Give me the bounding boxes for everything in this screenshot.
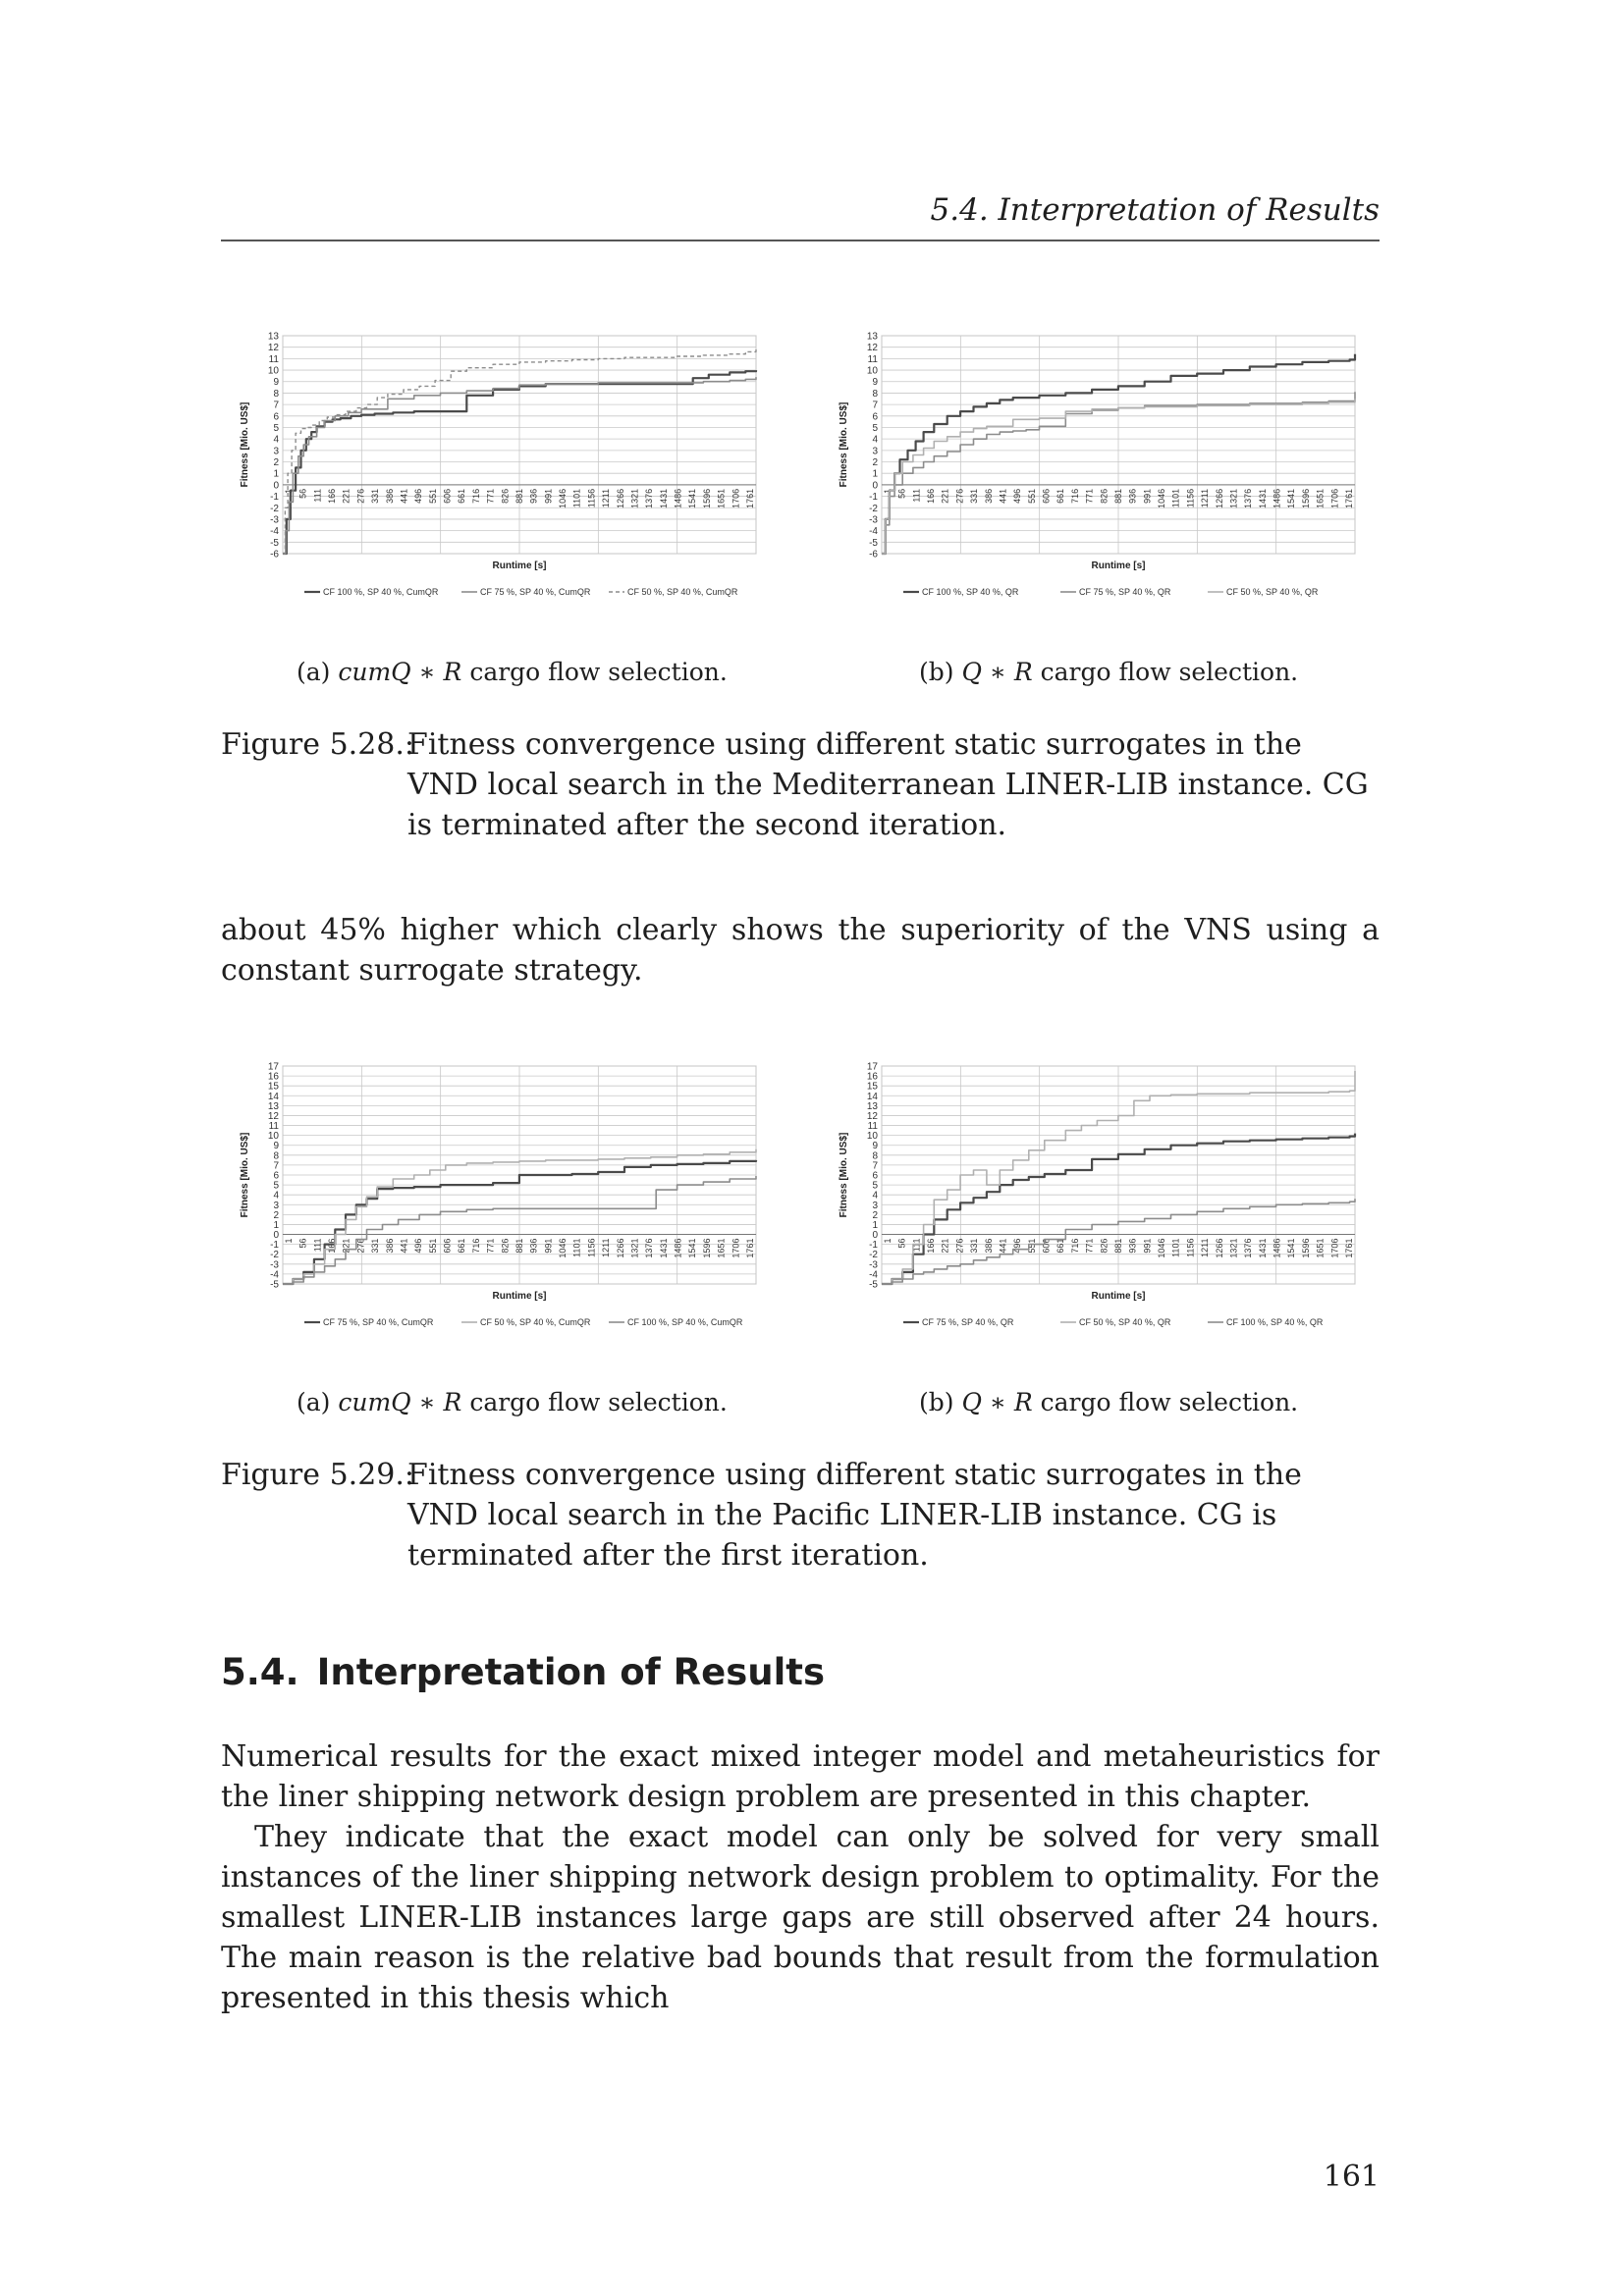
y-tick-label: 4 (273, 434, 279, 446)
y-tick-label: 7 (872, 1160, 878, 1172)
x-tick-label: 1651 (716, 488, 727, 508)
x-tick-label: 386 (384, 488, 395, 504)
y-tick-label: 5 (872, 1180, 878, 1192)
y-tick-label: 5 (273, 422, 279, 434)
x-tick-label: 221 (341, 1238, 352, 1254)
x-tick-label: 1706 (1329, 488, 1340, 508)
x-tick-label: 1 (883, 1238, 893, 1244)
x-tick-label: 551 (1026, 488, 1037, 504)
x-tick-label: 1761 (745, 1238, 755, 1258)
x-tick-label: 1651 (1315, 488, 1326, 508)
figure-label: Figure 5.28.: (221, 727, 415, 762)
y-tick-label: 11 (867, 353, 878, 365)
y-tick-label: 2 (872, 1209, 878, 1221)
y-axis-title: Fitness [Mio. US$] (240, 1132, 250, 1218)
figure-caption-text: Fitness convergence using different static surrogates in the VND local search in the Mediterranean LINER-LIB instance. CG is terminated after the second iteration. (407, 727, 1369, 842)
x-tick-label: 881 (514, 1238, 524, 1254)
y-tick-label: -6 (869, 549, 878, 561)
y-tick-label: -5 (869, 1279, 878, 1291)
x-tick-label: 1596 (1300, 1238, 1311, 1258)
x-tick-label: 826 (1099, 1238, 1110, 1254)
x-tick-label: 991 (1142, 488, 1153, 504)
y-tick-label: 12 (866, 1110, 878, 1122)
x-tick-label: 1321 (1228, 1238, 1239, 1258)
x-tick-label: 1321 (629, 488, 640, 508)
x-tick-label: 881 (1113, 1238, 1123, 1254)
x-tick-label: 441 (399, 1238, 409, 1254)
x-tick-label: 1431 (658, 488, 669, 508)
x-tick-label: 1211 (601, 488, 612, 508)
x-tick-label: 936 (528, 488, 539, 504)
subcaption-528a: (a) cumQ ∗ R cargo flow selection. (297, 658, 728, 686)
x-tick-label: 166 (926, 488, 937, 504)
y-tick-label: -3 (869, 1259, 878, 1271)
y-tick-label: 1 (273, 468, 279, 480)
x-tick-label: 1431 (658, 1238, 669, 1258)
y-tick-label: 6 (273, 411, 279, 423)
y-tick-label: -4 (270, 526, 279, 538)
x-axis-title: Runtime [s] (1091, 561, 1146, 571)
y-tick-label: 9 (273, 377, 279, 389)
y-tick-label: 6 (273, 1170, 279, 1182)
y-tick-label: 2 (273, 457, 279, 469)
x-tick-label: 991 (543, 1238, 554, 1254)
y-tick-label: 3 (872, 446, 878, 457)
y-tick-label: -5 (270, 1279, 279, 1291)
x-tick-label: 1266 (615, 1238, 625, 1258)
x-tick-label: 826 (500, 488, 511, 504)
y-tick-label: 10 (267, 1131, 279, 1143)
x-axis-title: Runtime [s] (1091, 1291, 1146, 1302)
figure-caption-text: Fitness convergence using different static surrogates in the VND local search in the Pacific LINER-LIB instance. CG is terminated after the first iteration. (407, 1458, 1302, 1573)
y-tick-label: 16 (267, 1071, 279, 1083)
section-title: Interpretation of Results (316, 1651, 825, 1693)
x-tick-label: 1321 (629, 1238, 640, 1258)
y-tick-label: 8 (273, 1150, 279, 1162)
y-tick-label: 7 (273, 400, 279, 411)
x-tick-label: 166 (926, 1238, 937, 1254)
x-tick-label: 496 (413, 488, 424, 504)
x-tick-label: 1211 (601, 1238, 612, 1257)
x-tick-label: 1156 (1185, 1238, 1196, 1257)
x-tick-label: 1046 (558, 488, 568, 508)
legend-entry: CF 50 %, SP 40 %, CumQR (480, 1317, 591, 1327)
figure-label: Figure 5.29.: (221, 1458, 415, 1492)
y-tick-label: 15 (267, 1081, 279, 1093)
x-tick-label: 771 (485, 488, 496, 504)
y-tick-label: -4 (270, 1269, 279, 1281)
x-tick-label: 496 (1012, 1238, 1023, 1254)
x-tick-label: 716 (1069, 488, 1080, 504)
legend-entry: CF 100 %, SP 40 %, QR (1226, 1317, 1324, 1327)
body-paragraph: They indicate that the exact model can only be solved for very small instances of the liner shipping network design problem to optimality. For the smallest LINER-LIB instances large gaps are still observed after 24 hours. The main reason is the relative bad bounds that result from the formulation presented in this thesis which (221, 1820, 1380, 2015)
x-tick-label: 386 (384, 1238, 395, 1254)
y-tick-label: 0 (273, 1230, 279, 1242)
x-tick-label: 221 (940, 488, 950, 504)
x-tick-label: 221 (341, 488, 352, 504)
y-tick-label: -2 (270, 1250, 279, 1261)
y-tick-label: 8 (273, 388, 279, 400)
x-tick-label: 111 (911, 1238, 922, 1253)
y-axis-title: Fitness [Mio. US$] (839, 1132, 849, 1218)
x-tick-label: 661 (457, 1238, 467, 1254)
x-tick-label: 661 (457, 488, 467, 504)
x-tick-label: 276 (355, 488, 366, 504)
x-tick-label: 551 (427, 488, 438, 504)
y-tick-label: 0 (273, 480, 279, 492)
y-tick-label: 7 (872, 400, 878, 411)
subcaption-528b: (b) Q ∗ R cargo flow selection. (919, 658, 1299, 686)
y-tick-label: 8 (872, 1150, 878, 1162)
x-tick-label: 1541 (687, 1238, 698, 1258)
x-tick-label: 1706 (731, 488, 741, 508)
y-tick-label: -2 (869, 1250, 878, 1261)
y-tick-label: 11 (268, 353, 279, 365)
x-tick-label: 166 (327, 1238, 338, 1254)
x-tick-label: 1651 (1315, 1238, 1326, 1258)
x-tick-label: 111 (312, 1238, 323, 1253)
x-tick-label: 1046 (558, 1238, 568, 1258)
x-tick-label: 441 (998, 488, 1008, 504)
y-tick-label: -5 (869, 537, 878, 549)
legend-entry: CF 50 %, SP 40 %, QR (1079, 1317, 1171, 1327)
x-tick-label: 716 (1069, 1238, 1080, 1254)
x-tick-label: 1156 (1185, 488, 1196, 508)
y-tick-label: 13 (267, 331, 279, 343)
y-tick-label: 12 (267, 343, 279, 354)
x-tick-label: 1706 (1329, 1238, 1340, 1258)
y-tick-label: 4 (872, 434, 878, 446)
y-tick-label: 4 (872, 1190, 878, 1201)
y-tick-label: 8 (872, 388, 878, 400)
section-heading (221, 1651, 825, 1693)
y-tick-label: 3 (273, 1200, 279, 1211)
x-tick-label: 716 (470, 1238, 481, 1254)
x-tick-label: 661 (1056, 488, 1066, 504)
x-tick-label: 991 (1142, 1238, 1153, 1254)
y-tick-label: 6 (872, 1170, 878, 1182)
x-tick-label: 1431 (1257, 488, 1268, 508)
figure-5-28a-chart (236, 326, 766, 620)
x-tick-label: 881 (1113, 488, 1123, 504)
page-number: 161 (1323, 2160, 1380, 2194)
x-tick-label: 1376 (1243, 1238, 1254, 1258)
x-tick-label: 1376 (644, 488, 655, 508)
y-tick-label: -1 (869, 492, 878, 504)
x-tick-label: 441 (399, 488, 409, 504)
x-tick-label: 1266 (615, 488, 625, 508)
x-tick-label: 716 (470, 488, 481, 504)
x-tick-label: 496 (1012, 488, 1023, 504)
y-tick-label: 0 (872, 480, 878, 492)
x-tick-label: 881 (514, 488, 524, 504)
y-tick-label: -3 (869, 514, 878, 526)
x-tick-label: 771 (1084, 488, 1095, 504)
x-tick-label: 826 (1099, 488, 1110, 504)
y-tick-label: 1 (273, 1219, 279, 1231)
x-tick-label: 111 (312, 488, 323, 503)
x-tick-label: 1431 (1257, 1238, 1268, 1258)
x-tick-label: 606 (1041, 1238, 1052, 1254)
x-tick-label: 1486 (1272, 488, 1282, 508)
x-tick-label: 1651 (716, 1238, 727, 1258)
x-tick-label: 1596 (701, 1238, 712, 1258)
x-tick-label: 1761 (1344, 488, 1354, 508)
y-tick-label: 13 (866, 1100, 878, 1112)
x-tick-label: 441 (998, 1238, 1008, 1254)
y-tick-label: -2 (270, 503, 279, 514)
x-tick-label: 1101 (571, 488, 582, 508)
figure-5-28-caption (221, 724, 1380, 845)
x-tick-label: 1541 (1286, 1238, 1297, 1258)
y-tick-label: 6 (872, 411, 878, 423)
y-tick-label: 0 (872, 1230, 878, 1242)
y-tick-label: -4 (869, 1269, 878, 1281)
x-tick-label: 331 (370, 1238, 381, 1254)
x-tick-label: 1211 (1200, 1238, 1211, 1257)
x-tick-label: 1486 (673, 488, 683, 508)
x-tick-label: 1486 (1272, 1238, 1282, 1258)
y-tick-label: 14 (866, 1091, 878, 1102)
x-tick-label: 1376 (1243, 488, 1254, 508)
body-paragraph: about 45% higher which clearly shows the superiority of the VNS using a constant surrogate strategy. (221, 913, 1380, 988)
x-tick-label: 276 (355, 1238, 366, 1254)
y-tick-label: 5 (273, 1180, 279, 1192)
x-tick-label: 606 (442, 488, 453, 504)
x-tick-label: 606 (442, 1238, 453, 1254)
x-tick-label: 1321 (1228, 488, 1239, 508)
x-tick-label: 1706 (731, 1238, 741, 1258)
x-tick-label: 496 (413, 1238, 424, 1254)
y-tick-label: 9 (872, 377, 878, 389)
y-tick-label: 17 (267, 1061, 279, 1073)
running-head (221, 192, 1380, 241)
x-tick-label: 936 (1127, 488, 1138, 504)
figure-5-29a-chart (236, 1056, 766, 1351)
y-tick-label: 10 (866, 365, 878, 377)
running-head-text: 5.4. Interpretation of Results (930, 192, 1380, 228)
x-tick-label: 771 (485, 1238, 496, 1254)
y-tick-label: -4 (869, 526, 878, 538)
y-tick-label: 15 (866, 1081, 878, 1093)
legend-entry: CF 75 %, SP 40 %, QR (922, 1317, 1014, 1327)
y-tick-label: -1 (270, 1240, 279, 1252)
x-tick-label: 1761 (745, 488, 755, 508)
x-tick-label: 331 (370, 488, 381, 504)
x-tick-label: 661 (1056, 1238, 1066, 1254)
body-paragraph: Numerical results for the exact mixed integer model and metaheuristics for the liner shipping network design problem are presented in this chapter. (221, 1739, 1380, 1814)
subcaption-529b: (b) Q ∗ R cargo flow selection. (919, 1388, 1299, 1416)
x-tick-label: 1 (284, 488, 294, 494)
y-tick-label: 12 (267, 1110, 279, 1122)
x-tick-label: 1156 (586, 1238, 597, 1257)
y-tick-label: 16 (866, 1071, 878, 1083)
x-tick-label: 56 (896, 488, 907, 499)
x-tick-label: 551 (1026, 1238, 1037, 1254)
x-tick-label: 1541 (1286, 488, 1297, 508)
y-tick-label: 1 (872, 468, 878, 480)
x-tick-label: 551 (427, 1238, 438, 1254)
x-tick-label: 1101 (1170, 488, 1181, 508)
legend-entry: CF 75 %, SP 40 %, CumQR (480, 587, 591, 597)
legend-entry: CF 100 %, SP 40 %, QR (922, 587, 1019, 597)
y-tick-label: -3 (270, 1259, 279, 1271)
y-tick-label: -3 (270, 514, 279, 526)
legend-entry: CF 75 %, SP 40 %, CumQR (323, 1317, 434, 1327)
x-tick-label: 1211 (1200, 488, 1211, 508)
x-tick-label: 771 (1084, 1238, 1095, 1254)
x-tick-label: 1101 (1170, 1238, 1181, 1257)
y-tick-label: 13 (267, 1100, 279, 1112)
x-tick-label: 276 (954, 1238, 965, 1254)
x-tick-label: 936 (1127, 1238, 1138, 1254)
x-tick-label: 331 (969, 1238, 980, 1254)
y-tick-label: 7 (273, 1160, 279, 1172)
y-axis-title: Fitness [Mio. US$] (839, 401, 849, 488)
legend-entry: CF 75 %, SP 40 %, QR (1079, 587, 1171, 597)
x-tick-label: 386 (983, 1238, 994, 1254)
legend-entry: CF 100 %, SP 40 %, CumQR (627, 1317, 743, 1327)
y-tick-label: 2 (872, 457, 878, 469)
y-tick-label: 9 (273, 1141, 279, 1152)
x-tick-label: 166 (327, 488, 338, 504)
x-tick-label: 1541 (687, 488, 698, 508)
x-tick-label: 331 (969, 488, 980, 504)
y-axis-title: Fitness [Mio. US$] (240, 401, 250, 488)
x-tick-label: 936 (528, 1238, 539, 1254)
figure-5-29-caption (221, 1455, 1380, 1575)
x-tick-label: 1 (883, 488, 893, 494)
figure-5-29b-chart (835, 1056, 1365, 1351)
x-tick-label: 1596 (1300, 488, 1311, 508)
y-tick-label: 11 (867, 1121, 878, 1133)
x-tick-label: 56 (896, 1238, 907, 1249)
x-tick-label: 1101 (571, 1238, 582, 1257)
y-tick-label: 10 (267, 365, 279, 377)
x-tick-label: 111 (911, 488, 922, 503)
x-tick-label: 56 (298, 1238, 308, 1249)
figure-5-28b-chart (835, 326, 1365, 620)
y-tick-label: 5 (872, 422, 878, 434)
y-tick-label: -1 (869, 1240, 878, 1252)
x-tick-label: 386 (983, 488, 994, 504)
x-tick-label: 1486 (673, 1238, 683, 1258)
legend-entry: CF 50 %, SP 40 %, QR (1226, 587, 1319, 597)
x-tick-label: 1761 (1344, 1238, 1354, 1258)
y-tick-label: 12 (866, 343, 878, 354)
y-tick-label: 1 (872, 1219, 878, 1231)
y-tick-label: 13 (866, 331, 878, 343)
y-tick-label: -2 (869, 503, 878, 514)
x-axis-title: Runtime [s] (492, 561, 547, 571)
x-axis-title: Runtime [s] (492, 1291, 547, 1302)
running-head-rule (221, 240, 1380, 241)
x-tick-label: 56 (298, 488, 308, 499)
x-tick-label: 1 (284, 1238, 294, 1244)
x-tick-label: 276 (954, 488, 965, 504)
legend-entry: CF 50 %, SP 40 %, CumQR (627, 587, 738, 597)
x-tick-label: 221 (940, 1238, 950, 1254)
y-tick-label: 14 (267, 1091, 279, 1102)
x-tick-label: 991 (543, 488, 554, 504)
x-tick-label: 1596 (701, 488, 712, 508)
y-tick-label: 9 (872, 1141, 878, 1152)
legend-entry: CF 100 %, SP 40 %, CumQR (323, 587, 439, 597)
y-tick-label: -1 (270, 492, 279, 504)
y-tick-label: 2 (273, 1209, 279, 1221)
y-tick-label: -5 (270, 537, 279, 549)
y-tick-label: 3 (872, 1200, 878, 1211)
y-tick-label: 4 (273, 1190, 279, 1201)
section-number: 5.4. (221, 1651, 299, 1693)
x-tick-label: 1376 (644, 1238, 655, 1258)
x-tick-label: 1046 (1157, 488, 1167, 508)
x-tick-label: 826 (500, 1238, 511, 1254)
x-tick-label: 1046 (1157, 1238, 1167, 1258)
y-tick-label: 11 (268, 1121, 279, 1133)
y-tick-label: -6 (270, 549, 279, 561)
x-tick-label: 1156 (586, 488, 597, 508)
x-tick-label: 1266 (1214, 488, 1224, 508)
y-tick-label: 17 (866, 1061, 878, 1073)
y-tick-label: 3 (273, 446, 279, 457)
subcaption-529a: (a) cumQ ∗ R cargo flow selection. (297, 1388, 728, 1416)
y-tick-label: 10 (866, 1131, 878, 1143)
x-tick-label: 606 (1041, 488, 1052, 504)
x-tick-label: 1266 (1214, 1238, 1224, 1258)
